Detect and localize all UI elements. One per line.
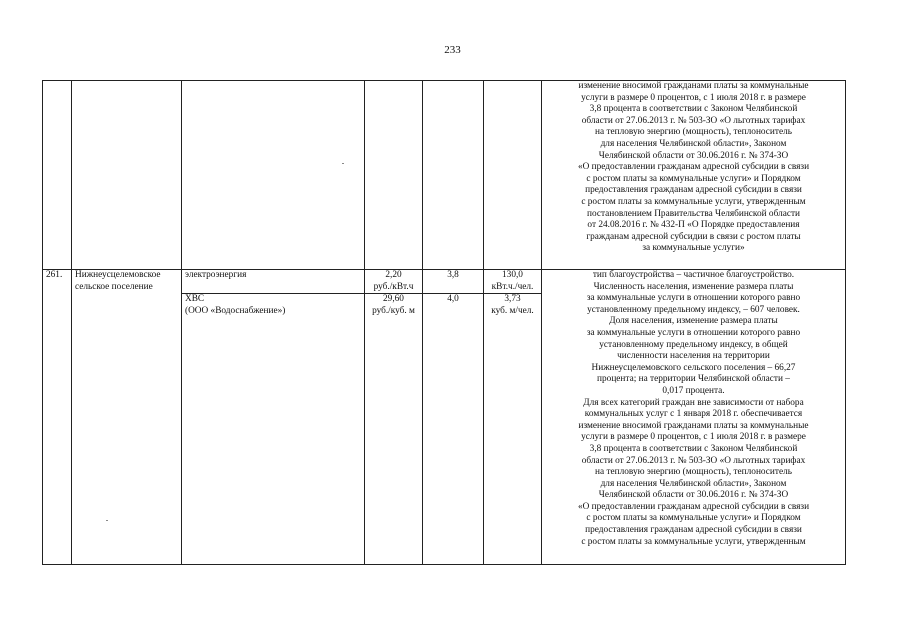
text-line: за коммунальные услуги в отношении которого равно (586, 293, 801, 304)
table-row-entry (43, 270, 846, 294)
entry-number: 261. (43, 270, 72, 565)
text-line: с ростом платы за коммунальные услуги, утвержденным (581, 536, 806, 547)
continued-description (542, 81, 846, 270)
text-line: Доля населения, изменение размера платы (609, 316, 778, 327)
text-line: «О предоставлении гражданам адресной субсидии в связи (577, 162, 810, 173)
text-line: Для всех категорий граждан вне зависимости от набора (583, 397, 804, 408)
text-line: для населения Челябинской области», Законом (600, 138, 787, 149)
settlement-name: Нижнеусцелемовское сельское поселение (72, 270, 182, 565)
service-name: электроэнергия (182, 270, 365, 294)
entry-description (542, 270, 846, 565)
text-line: с ростом платы за коммунальные услуги» и Порядком (586, 513, 801, 524)
text-line: с ростом платы за коммунальные услуги» и Порядком (586, 173, 801, 184)
cell-empty (72, 81, 182, 270)
text-line: за коммунальные услуги» (642, 243, 745, 254)
index-value: 3,8 (423, 270, 484, 294)
scan-speck (106, 520, 108, 521)
text-line: с ростом платы за коммунальные услуги, утвержденным (581, 196, 806, 207)
text-line: области от 27.06.2013 г. № 503-ЗО «О льготных тарифах (581, 455, 806, 466)
tariff-table (42, 80, 846, 565)
cell-empty (484, 81, 542, 270)
text-line: на тепловую энергию (мощность), теплоноситель (595, 127, 792, 138)
text-line: предоставления гражданам адресной субсидии в связи (585, 525, 802, 536)
text-line: от 24.08.2016 г. № 432-П «О Порядке предоставления (587, 220, 800, 231)
text-line: 3,8 процента в соответствии с Законом Челябинской (589, 104, 798, 115)
index-value: 4,0 (423, 294, 484, 565)
text-line: гражданам адресной субсидии в связи с ростом платы (586, 231, 801, 242)
text-line: изменение вносимой гражданами платы за коммунальные (578, 81, 809, 91)
cell-empty (43, 81, 72, 270)
text-line: Нижнеусцелемовского сельского поселения – 66,27 (591, 362, 796, 373)
text-line: 0,017 процента. (662, 385, 725, 396)
text-line: на тепловую энергию (мощность), теплоноситель (595, 467, 792, 478)
service-name: ХВС (ООО «Водоснабжение») (182, 294, 365, 565)
text-line: Челябинской области от 30.06.2016 г. № 374-ЗО (598, 150, 789, 161)
text-line: за коммунальные услуги в отношении которого равно (586, 327, 801, 338)
service-provider: (ООО «Водоснабжение») (185, 305, 286, 316)
text-line: тип благоустройства – частичное благоустройство. (592, 270, 795, 280)
tariff-value: 2,20 руб./кВт.ч (365, 270, 423, 294)
text-line: процента; на территории Челябинской области – (597, 374, 790, 385)
text-line: Челябинской области от 30.06.2016 г. № 374-ЗО (598, 490, 789, 501)
volume-value: 3,73 куб. м/чел. (484, 294, 542, 565)
text-line: постановлением Правительства Челябинской области (586, 208, 800, 219)
cell-empty (423, 81, 484, 270)
volume-value: 130,0 кВт.ч./чел. (484, 270, 542, 294)
text-line: коммунальных услуг с 1 января 2018 г. обеспечивается (584, 409, 803, 420)
text-line: установленному предельному индексу, в общей (599, 339, 788, 350)
text-line: Численность населения, изменение размера платы (593, 281, 794, 292)
text-line: услуги в размере 0 процентов, с 1 июля 2018 г. в размере (581, 432, 806, 443)
tariff-value: 29,60 руб./куб. м (365, 294, 423, 565)
text-line: области от 27.06.2013 г. № 503-ЗО «О льготных тарифах (581, 115, 806, 126)
text-line: численности населения на территории (617, 351, 770, 362)
text-line: установленному предельному индексу, – 607 человек. (587, 304, 800, 315)
scan-speck (342, 163, 344, 164)
cell-empty (182, 81, 365, 270)
text-line: предоставления гражданам адресной субсидии в связи (585, 185, 802, 196)
text-line: изменение вносимой гражданами платы за коммунальные (578, 420, 809, 431)
text-line: «О предоставлении гражданам адресной субсидии в связи (577, 501, 810, 512)
cell-empty (365, 81, 423, 270)
text-line: услуги в размере 0 процентов, с 1 июля 2018 г. в размере (581, 92, 806, 103)
page-number: 233 (444, 44, 461, 56)
text-line: для населения Челябинской области», Законом (600, 478, 787, 489)
text-line: 3,8 процента в соответствии с Законом Челябинской (589, 443, 798, 454)
table-row-continued (43, 81, 846, 270)
